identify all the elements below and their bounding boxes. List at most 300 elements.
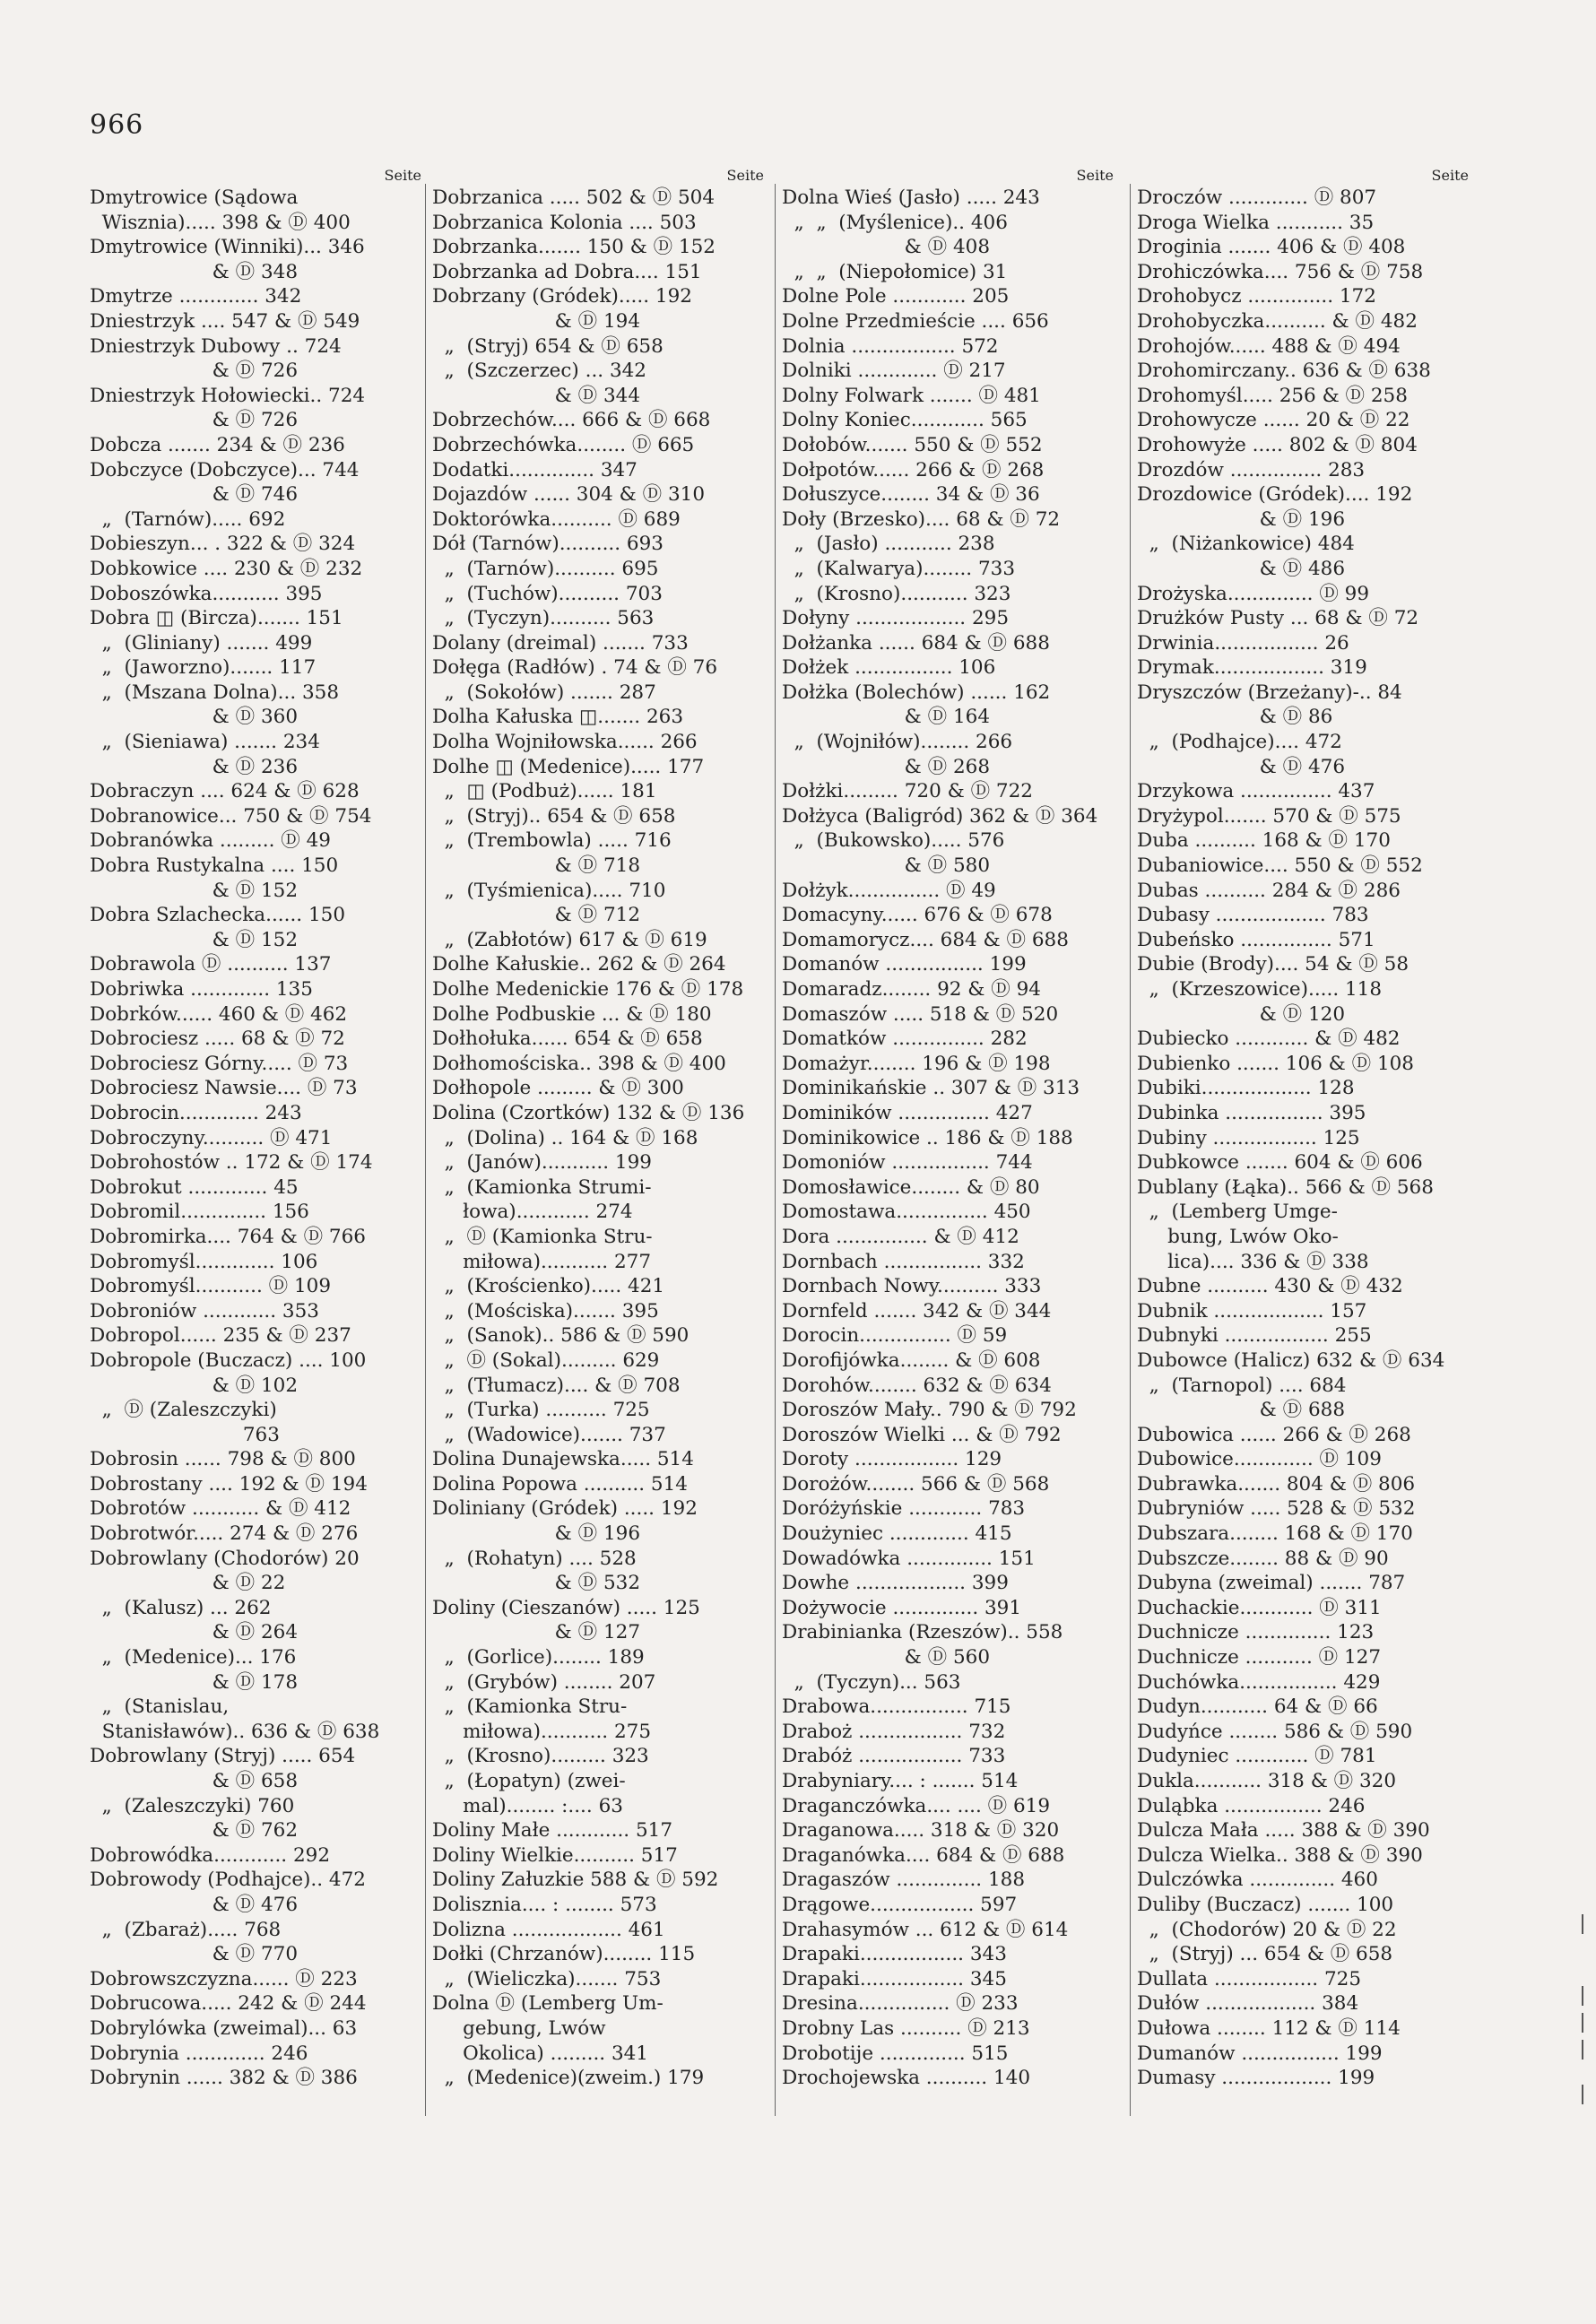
index-entry: „ (Tyśmienica)..... 710 [432, 879, 666, 902]
margin-mark [1582, 2040, 1583, 2060]
index-entry: „ „ (Myślenice).. 406 [782, 211, 1008, 234]
index-entry: & Ⓓ 476 [90, 1893, 299, 1916]
index-entry: Dubrawka....... 804 & Ⓓ 806 [1137, 1472, 1416, 1496]
index-entry: Dubaniowice.... 550 & Ⓓ 552 [1137, 854, 1423, 878]
index-entry: & Ⓓ 746 [90, 483, 299, 507]
index-entry: Dubiki.................. 128 [1137, 1077, 1355, 1100]
index-entry: Doliny (Cieszanów) ..... 125 [432, 1596, 700, 1619]
index-entry: Dornbach Nowy.......... 333 [782, 1275, 1042, 1298]
index-entry: Dryszczów (Brzeżany)-.. 84 [1137, 681, 1402, 704]
index-entry: Dobrawola Ⓓ .......... 137 [90, 953, 332, 976]
index-entry: Dolany (dreimal) ....... 733 [432, 631, 689, 655]
index-entry: „ (Rohatyn) .... 528 [432, 1547, 637, 1570]
index-entry: „ (Tuchów).......... 703 [432, 582, 663, 605]
index-entry: Dobra ◫ (Bircza)....... 151 [90, 607, 343, 630]
index-entry: „ (Kamionka Strumi- [432, 1175, 652, 1199]
index-entry: Dół (Tarnów).......... 693 [432, 533, 664, 556]
index-entry: Dolhe Kałuskie.. 262 & Ⓓ 264 [432, 953, 726, 976]
index-entry: „ (Tarnopol) .... 684 [1137, 1374, 1347, 1397]
index-entry: Dubszara........ 168 & Ⓓ 170 [1137, 1522, 1413, 1546]
index-entry: Dumasy .................. 199 [1137, 2067, 1375, 2090]
index-entry: Dołhopole ......... & Ⓓ 300 [432, 1077, 684, 1100]
index-entry: Dniestrzyk Hołowiecki.. 724 [90, 384, 366, 407]
index-entry: & Ⓓ 152 [90, 928, 299, 951]
index-entry: Doroty ................. 129 [782, 1448, 1002, 1471]
index-entry: Dryżypol....... 570 & Ⓓ 575 [1137, 804, 1401, 828]
margin-mark [1582, 2013, 1583, 2033]
index-entry: & Ⓓ 486 [1137, 557, 1346, 580]
index-entry: „ (Kalwarya)........ 733 [782, 557, 1016, 580]
index-entry: „ (Gliniany) ....... 499 [90, 631, 313, 655]
index-entry: Dobra Rustykalna .... 150 [90, 854, 339, 878]
index-column-3 [782, 166, 1114, 2091]
index-entry: Dubiny ................. 125 [1137, 1126, 1360, 1149]
index-entry: Drymak.................. 319 [1137, 656, 1367, 680]
index-entry: „ (Stryj) 654 & Ⓓ 658 [432, 334, 664, 358]
index-entry: „ (Jaworzno)....... 117 [90, 656, 317, 680]
index-entry: Dobroniów ............ 353 [90, 1299, 319, 1322]
index-entry: Doliny Załuzkie 588 & Ⓓ 592 [432, 1869, 719, 1892]
index-entry: Dołżyca (Baligród) 362 & Ⓓ 364 [782, 804, 1098, 828]
index-entry: Dubszcze........ 88 & Ⓓ 90 [1137, 1547, 1389, 1570]
index-entry: Dorofijówka........ & Ⓓ 608 [782, 1348, 1041, 1372]
index-entry: Dulcza Wielka.. 388 & Ⓓ 390 [1137, 1843, 1423, 1867]
index-entry: Doroszów Wielki ... & Ⓓ 792 [782, 1423, 1062, 1446]
index-entry: Droginia ....... 406 & Ⓓ 408 [1137, 236, 1406, 259]
index-entry: Doliny Małe ............ 517 [432, 1819, 673, 1843]
index-entry: & Ⓓ 236 [90, 755, 299, 778]
index-entry: Dudyn........... 64 & Ⓓ 66 [1137, 1695, 1378, 1719]
index-entry: Dobrowlany (Stryj) ..... 654 [90, 1745, 356, 1768]
index-entry: Dobrylówka (zweimal)... 63 [90, 2016, 358, 2040]
index-entry: Dułów .................. 384 [1137, 1992, 1359, 2016]
index-entry: Dułowa ........ 112 & Ⓓ 114 [1137, 2016, 1401, 2040]
index-entry: Drohobycz .............. 172 [1137, 285, 1376, 308]
index-entry: Dobrociesz Nawsie.... Ⓓ 73 [90, 1077, 358, 1100]
index-entry: Dominikańskie .. 307 & Ⓓ 313 [782, 1077, 1080, 1100]
index-entry: „ (Bukowsko)..... 576 [782, 829, 1005, 853]
index-entry: „ (Krosno)........... 323 [782, 582, 1011, 605]
index-entry: „ (Krzeszowice)..... 118 [1137, 978, 1383, 1001]
index-entry: Dołyny .................. 295 [782, 607, 1010, 630]
index-entry: Dubnik .................. 157 [1137, 1299, 1367, 1322]
index-entry: Dukla........... 318 & Ⓓ 320 [1137, 1770, 1397, 1792]
index-entry: Doróżyńskie ............ 783 [782, 1497, 1026, 1521]
index-column-4 [1137, 166, 1469, 2091]
index-entry: Dobropole (Buczacz) .... 100 [90, 1348, 367, 1372]
index-entry: Doroszów Mały.. 790 & Ⓓ 792 [782, 1399, 1077, 1422]
index-entry: Dubienko ....... 106 & Ⓓ 108 [1137, 1052, 1414, 1075]
index-entry: Drwinia................. 26 [1137, 631, 1349, 655]
index-entry: Dolhe Medenickie 176 & Ⓓ 178 [432, 978, 744, 1001]
seite-header: Seite [726, 167, 764, 184]
index-entry: „ (Mszana Dolna)... 358 [90, 681, 340, 704]
index-entry: Dobrzechów.... 666 & Ⓓ 668 [432, 409, 711, 432]
index-entry: Droczów ............. Ⓓ 807 [1137, 186, 1377, 209]
index-entry: „ (Sanok).. 586 & Ⓓ 590 [432, 1324, 690, 1348]
index-entry: Dolina (Czortków) 132 & Ⓓ 136 [432, 1101, 745, 1124]
index-entry: Dobrohostów .. 172 & Ⓓ 174 [90, 1151, 373, 1175]
index-entry: & Ⓓ 770 [90, 1943, 299, 1966]
index-entry: Dubnyki ................. 255 [1137, 1324, 1372, 1348]
index-entry: Dubinka ................ 395 [1137, 1101, 1366, 1124]
index-entry: Dublany (Łąka).. 566 & Ⓓ 568 [1137, 1175, 1434, 1199]
index-entry: Dolhe Podbuskie ... & Ⓓ 180 [432, 1002, 712, 1026]
index-entry: Doliniany (Gródek) ..... 192 [432, 1497, 698, 1521]
index-entry: Dołki (Chrzanów)........ 115 [432, 1943, 696, 1966]
index-entry: Drohowyże ..... 802 & Ⓓ 804 [1137, 433, 1418, 456]
index-entry: Dobczyce (Dobczyce)... 744 [90, 458, 360, 481]
index-entry: Dodatki.............. 347 [432, 458, 638, 481]
index-entry: Dobranowice... 750 & Ⓓ 754 [90, 804, 372, 828]
index-entry: Dobkowice .... 230 & Ⓓ 232 [90, 557, 363, 580]
index-entry: Dobrowódka............ 292 [90, 1843, 331, 1867]
index-column-1 [90, 166, 421, 2091]
index-entry: Domamorycz.... 684 & Ⓓ 688 [782, 928, 1069, 951]
index-entry: Dobrostany .... 192 & Ⓓ 194 [90, 1472, 368, 1496]
index-entry: „ (Szczerzec) ... 342 [432, 360, 646, 383]
index-entry: Dorożów........ 566 & Ⓓ 568 [782, 1472, 1050, 1496]
index-entry: Dobropol...... 235 & Ⓓ 237 [90, 1324, 351, 1348]
index-entry: Domacyny...... 676 & Ⓓ 678 [782, 904, 1053, 927]
index-entry: Duchówka................ 429 [1137, 1670, 1381, 1694]
index-entry: Drapaki................. 343 [782, 1943, 1007, 1966]
index-entry: Dobroczyny.......... Ⓓ 471 [90, 1126, 333, 1149]
index-entry: Domatków ............... 282 [782, 1028, 1028, 1051]
index-entry: Dołhołuka...... 654 & Ⓓ 658 [432, 1028, 703, 1051]
index-entry: & Ⓓ 196 [432, 1522, 641, 1546]
index-entry: Duchackie............ Ⓓ 311 [1137, 1596, 1382, 1619]
index-entry: Dolha Wojniłowska...... 266 [432, 731, 698, 754]
index-entry: 763 [90, 1423, 280, 1446]
index-entry: & Ⓓ 762 [90, 1819, 299, 1843]
index-entry: Dobrotwór..... 274 & Ⓓ 276 [90, 1522, 359, 1546]
index-entry: Dubkowce ....... 604 & Ⓓ 606 [1137, 1151, 1423, 1175]
index-entry: & Ⓓ 712 [432, 904, 641, 927]
index-entry: „ (Łopatyn) (zwei- [432, 1770, 626, 1792]
index-entry: Dobrocin............. 243 [90, 1101, 302, 1124]
index-entry: Dmytrowice (Winniki)... 346 [90, 236, 365, 259]
index-entry: „ Ⓓ (Sokal)......... 629 [432, 1348, 660, 1372]
index-entry: & Ⓓ 152 [90, 879, 299, 902]
index-entry: Dubryniów ..... 528 & Ⓓ 532 [1137, 1497, 1416, 1521]
index-entry: „ Ⓓ (Zaleszczyki) [90, 1399, 277, 1422]
index-entry: Dubowce (Halicz) 632 & Ⓓ 634 [1137, 1348, 1445, 1372]
index-entry: Dobrzanica Kolonia .... 503 [432, 211, 697, 234]
index-entry: Domostawa............... 450 [782, 1201, 1031, 1224]
index-entry: Dobrzanka ad Dobra.... 151 [432, 260, 702, 283]
index-entry: Dolne Przedmieście .... 656 [782, 309, 1049, 333]
index-entry: Dobrowody (Podhajce).. 472 [90, 1869, 366, 1892]
index-entry: Domaradz........ 92 & Ⓓ 94 [782, 978, 1041, 1001]
index-entry: & Ⓓ 360 [90, 706, 299, 729]
index-entry: Duląbka ................ 246 [1137, 1794, 1366, 1817]
index-entry: Droga Wielka ........... 35 [1137, 211, 1375, 234]
index-entry: „ (Tarnów).......... 695 [432, 557, 659, 580]
index-entry: Dowhe .................. 399 [782, 1572, 1009, 1595]
index-entry: Dobra Szlachecka...... 150 [90, 904, 346, 927]
index-entry: Dobcza ....... 234 & Ⓓ 236 [90, 433, 345, 456]
index-entry: Dolniki ............. Ⓓ 217 [782, 360, 1006, 383]
index-entry: Dubyna (zweimal) ....... 787 [1137, 1572, 1406, 1595]
index-entry: „ (Sokołów) ....... 287 [432, 681, 656, 704]
index-entry: Drohomyśl..... 256 & Ⓓ 258 [1137, 384, 1408, 407]
index-entry: Dubowice............. Ⓓ 109 [1137, 1448, 1382, 1471]
index-entry: Drohobyczka.......... & Ⓓ 482 [1137, 309, 1418, 333]
index-entry: Dołobów....... 550 & Ⓓ 552 [782, 433, 1043, 456]
column-divider [1130, 184, 1131, 2116]
index-entry: Duliby (Buczacz) ....... 100 [1137, 1893, 1394, 1916]
index-entry: Dobrowszczyzna...... Ⓓ 223 [90, 1967, 358, 1990]
index-entry: Dornfeld ....... 342 & Ⓓ 344 [782, 1299, 1052, 1322]
index-entry: Dmytrowice (Sądowa [90, 186, 299, 209]
index-entry: Dobrociesz Górny..... Ⓓ 73 [90, 1052, 349, 1075]
index-entry: Dożywocie .............. 391 [782, 1596, 1022, 1619]
index-entry: Dobrzanka....... 150 & Ⓓ 152 [432, 236, 716, 259]
index-entry: Drągowe................. 597 [782, 1893, 1018, 1916]
index-entry: bung, Lwów Oko- [1137, 1225, 1339, 1248]
index-entry: Dobrzany (Gródek)..... 192 [432, 285, 692, 308]
index-entry: Dolha Kałuska ◫....... 263 [432, 706, 683, 729]
index-entry: „ (Turka) .......... 725 [432, 1399, 650, 1422]
index-entry: „ (Chodorów) 20 & Ⓓ 22 [1137, 1918, 1397, 1941]
index-entry: „ (Tłumacz).... & Ⓓ 708 [432, 1374, 681, 1397]
index-entry: Dobrynia ............. 246 [90, 2042, 308, 2065]
index-entry: Dullata ................. 725 [1137, 1967, 1362, 1990]
index-entry: „ (Mościska)....... 395 [432, 1299, 659, 1322]
column-divider [425, 184, 426, 2116]
index-entry: Draganówka.... 684 & Ⓓ 688 [782, 1843, 1065, 1867]
index-entry: miłowa)........... 275 [432, 1720, 652, 1743]
index-entry: & Ⓓ 658 [90, 1770, 299, 1792]
index-entry: Dudyńce ........ 586 & Ⓓ 590 [1137, 1720, 1413, 1743]
index-entry: Dubne .......... 430 & Ⓓ 432 [1137, 1275, 1403, 1298]
index-entry: Drabóż ................. 733 [782, 1745, 1006, 1768]
index-entry: Dobraczyn .... 624 & Ⓓ 628 [90, 780, 360, 803]
index-entry: Dubas .......... 284 & Ⓓ 286 [1137, 879, 1401, 902]
index-entry: & Ⓓ 580 [782, 854, 991, 878]
index-entry: Dobrzechówka........ Ⓓ 665 [432, 433, 695, 456]
index-entry: Dominików ............... 427 [782, 1101, 1033, 1124]
index-entry: Drohowycze ...... 20 & Ⓓ 22 [1137, 409, 1410, 432]
index-entry: Draganczówka.... .... Ⓓ 619 [782, 1794, 1051, 1817]
seite-header: Seite [384, 167, 421, 184]
index-entry: „ (Grybów) ........ 207 [432, 1670, 656, 1694]
index-entry: & Ⓓ 196 [1137, 507, 1346, 531]
index-entry: & Ⓓ 688 [1137, 1399, 1346, 1422]
index-entry: „ (Krosno)......... 323 [432, 1745, 649, 1768]
index-entry: Duba .......... 168 & Ⓓ 170 [1137, 829, 1391, 853]
index-entry: Dołżanka ...... 684 & Ⓓ 688 [782, 631, 1050, 655]
index-entry: Dołhomościska.. 398 & Ⓓ 400 [432, 1052, 726, 1075]
index-entry: Dobrosin ...... 798 & Ⓓ 800 [90, 1448, 356, 1471]
index-entry: Dolnia ................. 572 [782, 334, 999, 358]
index-entry: „ (Podhajce).... 472 [1137, 731, 1342, 754]
index-entry: & Ⓓ 560 [782, 1646, 991, 1669]
index-entry: Okolica) ......... 341 [432, 2042, 648, 2065]
entry-list [1137, 186, 1469, 2091]
index-entry: Dolny Koniec............ 565 [782, 409, 1028, 432]
index-entry: Dubowica ...... 266 & Ⓓ 268 [1137, 1423, 1411, 1446]
index-entry: Dresina............... Ⓓ 233 [782, 1992, 1019, 2016]
index-entry: Stanisławów).. 636 & Ⓓ 638 [90, 1720, 380, 1743]
index-entry: Domosławice........ & Ⓓ 80 [782, 1175, 1040, 1199]
index-entry: Drabowa................ 715 [782, 1695, 1011, 1719]
index-entry: Domanów ................ 199 [782, 953, 1027, 976]
index-entry: Dołżki......... 720 & Ⓓ 722 [782, 780, 1033, 803]
index-entry: Doły (Brzesko).... 68 & Ⓓ 72 [782, 507, 1061, 531]
index-entry: & Ⓓ 178 [90, 1670, 299, 1694]
index-entry: Dołżek ................ 106 [782, 656, 996, 680]
index-entry: Drahasymów ... 612 & Ⓓ 614 [782, 1918, 1069, 1941]
index-entry: „ (Tarnów)..... 692 [90, 507, 286, 531]
index-entry: & Ⓓ 718 [432, 854, 641, 878]
index-entry: Dmytrze ............. 342 [90, 285, 302, 308]
index-entry: Dolna Wieś (Jasło) ..... 243 [782, 186, 1040, 209]
index-entry: „ (Sieniawa) ....... 234 [90, 731, 320, 754]
index-entry: Dobieszyn... . 322 & Ⓓ 324 [90, 533, 356, 556]
index-entry: Drobotije .............. 515 [782, 2042, 1009, 2065]
index-entry: Dobranówka ......... Ⓓ 49 [90, 829, 331, 853]
index-entry: „ (Stanislau, [90, 1695, 230, 1719]
index-entry: Draboż ................. 732 [782, 1720, 1006, 1743]
index-entry: „ (Kalusz) ... 262 [90, 1596, 272, 1619]
index-entry: Drożyska.............. Ⓓ 99 [1137, 582, 1370, 605]
index-entry: gebung, Lwów [432, 2016, 606, 2040]
index-entry: „ (Krościenko)..... 421 [432, 1275, 665, 1298]
page-number: 966 [90, 109, 144, 141]
index-entry: Dolizna .................. 461 [432, 1918, 665, 1941]
index-entry: „ (Wojniłów)........ 266 [782, 731, 1013, 754]
index-entry: & Ⓓ 102 [90, 1374, 299, 1397]
index-entry: Dołpotów...... 266 & Ⓓ 268 [782, 458, 1045, 481]
index-entry: „ (Zaleszczyki) 760 [90, 1794, 295, 1817]
index-entry: Dobrotów ........... & Ⓓ 412 [90, 1497, 351, 1521]
index-entry: Drabinianka (Rzeszów).. 558 [782, 1621, 1063, 1644]
index-entry: Drozdów ............... 283 [1137, 458, 1366, 481]
index-entry: Duchnicze ........... Ⓓ 127 [1137, 1646, 1382, 1669]
index-entry: Dobromirka.... 764 & Ⓓ 766 [90, 1225, 366, 1248]
index-entry: Dołżyk............... Ⓓ 49 [782, 879, 996, 902]
index-entry: Dojazdów ...... 304 & Ⓓ 310 [432, 483, 705, 507]
index-entry: miłowa)........... 277 [432, 1250, 652, 1273]
entry-list [432, 186, 764, 2091]
index-entry: Dulcza Mała ..... 388 & Ⓓ 390 [1137, 1819, 1430, 1843]
index-entry: „ (Stryj) ... 654 & Ⓓ 658 [1137, 1943, 1393, 1966]
index-entry: Dobrynin ...... 382 & Ⓓ 386 [90, 2067, 358, 2090]
index-entry: & Ⓓ 408 [782, 236, 991, 259]
index-entry: & Ⓓ 120 [1137, 1002, 1346, 1026]
index-entry: Dominikowice .. 186 & Ⓓ 188 [782, 1126, 1073, 1149]
index-entry: mal)........ :.... 63 [432, 1794, 623, 1817]
index-entry: & Ⓓ 726 [90, 409, 299, 432]
index-entry: Dobrzanica ..... 502 & Ⓓ 504 [432, 186, 716, 209]
index-entry: Dudyniec ............ Ⓓ 781 [1137, 1745, 1377, 1768]
index-entry: Doboszówka........... 395 [90, 582, 323, 605]
index-entry: Dobromil.............. 156 [90, 1201, 309, 1224]
index-entry: Drohojów...... 488 & Ⓓ 494 [1137, 334, 1401, 358]
index-entry: Dołuszyce........ 34 & Ⓓ 36 [782, 483, 1040, 507]
index-entry: Duchnicze .............. 123 [1137, 1621, 1375, 1644]
index-entry: Dobromyśl............. 106 [90, 1250, 318, 1273]
index-entry: Dornbach ................ 332 [782, 1250, 1025, 1273]
index-entry: Drzykowa ............... 437 [1137, 780, 1375, 803]
index-entry: Dołęga (Radłów) . 74 & Ⓓ 76 [432, 656, 718, 680]
index-entry: Doliny Wielkie.......... 517 [432, 1843, 678, 1867]
index-entry: Dniestrzyk .... 547 & Ⓓ 549 [90, 309, 360, 333]
index-entry: Doktorówka.......... Ⓓ 689 [432, 507, 681, 531]
seite-header: Seite [1431, 167, 1469, 184]
index-entry: Domaszów ..... 518 & Ⓓ 520 [782, 1002, 1059, 1026]
index-entry: Drochojewska .......... 140 [782, 2067, 1031, 2090]
index-entry: Dniestrzyk Dubowy .. 724 [90, 334, 342, 358]
index-entry: Dumanów ................ 199 [1137, 2042, 1383, 2065]
index-entry: Dobriwka ............. 135 [90, 978, 313, 1001]
index-entry: Drużków Pusty ... 68 & Ⓓ 72 [1137, 607, 1419, 630]
index-entry: Drohomirczany.. 636 & Ⓓ 638 [1137, 360, 1431, 383]
index-entry: Dobrokut ............. 45 [90, 1175, 299, 1199]
index-entry: Dubeńsko ............... 571 [1137, 928, 1375, 951]
index-entry: Dubie (Brody).... 54 & Ⓓ 58 [1137, 953, 1410, 976]
index-entry: & Ⓓ 22 [90, 1572, 286, 1595]
index-entry: „ (Kamionka Stru- [432, 1695, 628, 1719]
index-entry: Draganowa..... 318 & Ⓓ 320 [782, 1819, 1060, 1843]
index-entry: & Ⓓ 86 [1137, 706, 1333, 729]
index-entry: „ (Wieliczka)....... 753 [432, 1967, 662, 1990]
index-entry: „ (Tyczyn)... 563 [782, 1670, 961, 1694]
index-entry: & Ⓓ 348 [90, 260, 299, 283]
index-entry: Dora ............... & Ⓓ 412 [782, 1225, 1019, 1248]
index-entry: Domoniów ................ 744 [782, 1151, 1033, 1175]
index-entry: & Ⓓ 532 [432, 1572, 641, 1595]
margin-mark [1582, 2085, 1583, 2104]
index-entry: Dragaszów .............. 188 [782, 1869, 1026, 1892]
column-divider [775, 184, 776, 2116]
index-entry: & Ⓓ 127 [432, 1621, 641, 1644]
index-entry: & Ⓓ 344 [432, 384, 641, 407]
index-entry: „ (Janów)........... 199 [432, 1151, 652, 1175]
index-entry: „ (Trembowla) ..... 716 [432, 829, 672, 853]
index-entry: łowa)............ 274 [432, 1201, 633, 1224]
index-entry: Dolina Popowa .......... 514 [432, 1472, 688, 1496]
index-entry: „ ◫ (Podbuż)...... 181 [432, 780, 657, 803]
index-column-2 [432, 166, 764, 2091]
seite-header: Seite [1076, 167, 1114, 184]
index-entry: & Ⓓ 264 [90, 1621, 299, 1644]
index-entry: „ (Dolina) .. 164 & Ⓓ 168 [432, 1126, 698, 1149]
index-entry: lica).... 336 & Ⓓ 338 [1137, 1250, 1369, 1273]
index-entry: „ (Tyczyn).......... 563 [432, 607, 655, 630]
entry-list [782, 186, 1114, 2091]
entry-list [90, 186, 421, 2091]
index-entry: Dobrków...... 460 & Ⓓ 462 [90, 1002, 348, 1026]
index-entry: Drabyniary.... : ....... 514 [782, 1770, 1019, 1792]
index-entry: „ (Medenice)... 176 [90, 1646, 297, 1669]
index-entry: Dolina Dunajewska..... 514 [432, 1448, 694, 1471]
index-entry: „ (Zbaraż)..... 768 [90, 1918, 282, 1941]
index-entry: „ Ⓓ (Kamionka Stru- [432, 1225, 653, 1248]
index-entry: Dolne Pole ............ 205 [782, 285, 1010, 308]
index-entry: Dolny Folwark ....... Ⓓ 481 [782, 384, 1041, 407]
index-entry: „ (Medenice)(zweim.) 179 [432, 2067, 705, 2090]
index-entry: Dulczówka .............. 460 [1137, 1869, 1378, 1892]
index-entry: Dowadówka .............. 151 [782, 1547, 1036, 1570]
index-entry: „ (Zabłotów) 617 & Ⓓ 619 [432, 928, 707, 951]
margin-mark [1582, 1986, 1583, 2006]
margin-mark [1582, 1914, 1583, 1934]
index-entry: & Ⓓ 726 [90, 360, 299, 383]
index-entry: „ „ (Niepołomice) 31 [782, 260, 1008, 283]
